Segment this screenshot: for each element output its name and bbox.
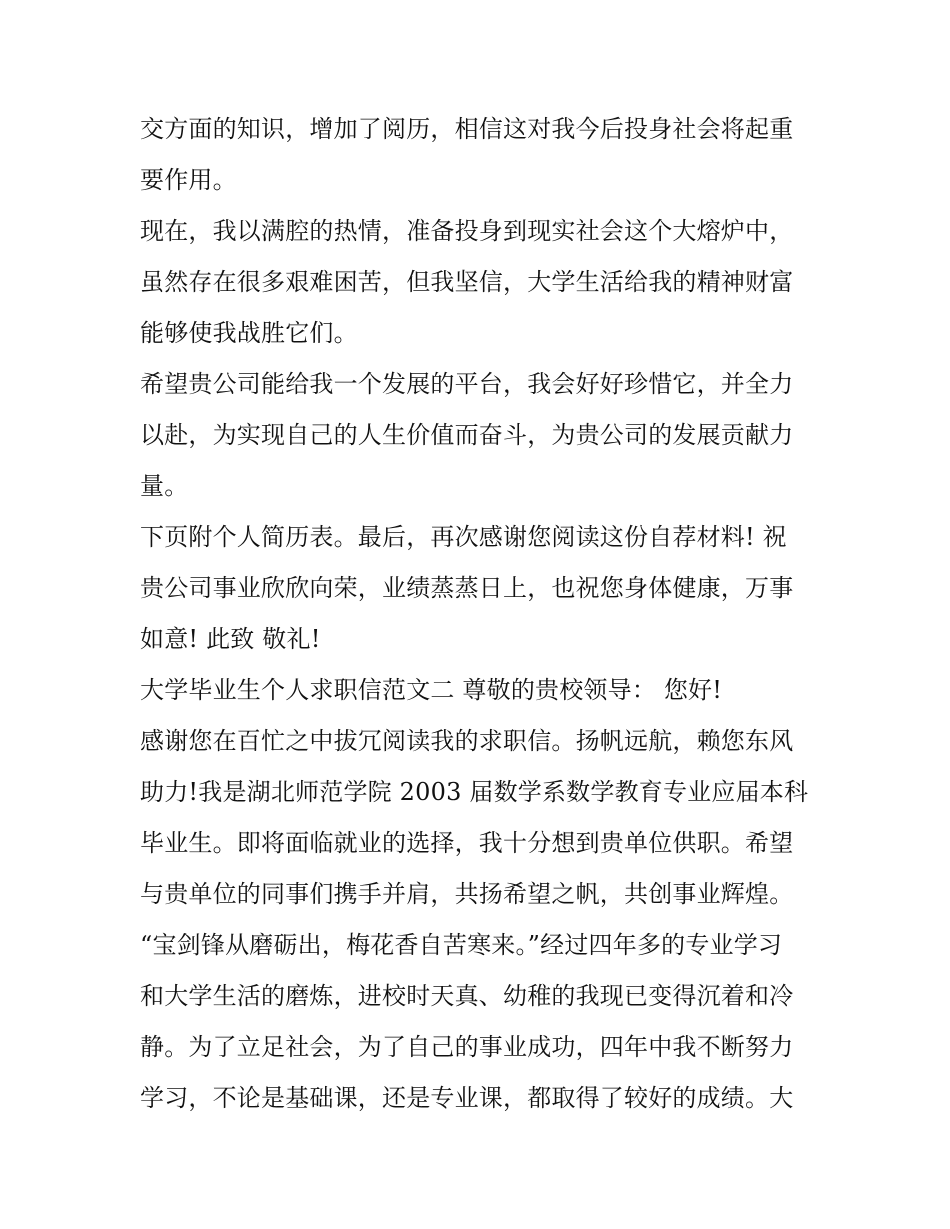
text-line: 与贵单位的同事们携手并肩，共扬希望之帆，共创事业辉煌。 <box>140 880 794 908</box>
text-line: 学习，不论是基础课，还是专业课，都取得了较好的成绩。大 <box>140 1084 794 1112</box>
document-body <box>140 104 820 1124</box>
text-line: 希望贵公司能给我一个发展的平台，我会好好珍惜它，并全力 <box>140 370 794 398</box>
text-line: 要作用。 <box>140 166 237 194</box>
text-line: 下页附个人简历表。最后，再次感谢您阅读这份自荐材料! 祝 <box>140 523 787 551</box>
text-line: 能够使我战胜它们。 <box>140 319 358 347</box>
text-line: 如意! 此致 敬礼! <box>140 625 321 653</box>
text-line: 和大学生活的磨炼，进校时天真、幼稚的我现已变得沉着和冷 <box>140 982 794 1010</box>
text-line: 毕业生。即将面临就业的选择，我十分想到贵单位供职。希望 <box>140 829 794 857</box>
text-line: 现在，我以满腔的热情，准备投身到现实社会这个大熔炉中， <box>140 217 794 245</box>
text-line: 交方面的知识，增加了阅历，相信这对我今后投身社会将起重 <box>140 115 794 143</box>
text-line: 虽然存在很多艰难困苦，但我坚信，大学生活给我的精神财富 <box>140 268 794 296</box>
text-line: 静。为了立足社会，为了自己的事业成功，四年中我不断努力 <box>140 1033 794 1061</box>
text-line: 量。 <box>140 472 189 500</box>
text-line: 以赴，为实现自己的人生价值而奋斗，为贵公司的发展贡献力 <box>140 421 794 449</box>
text-line: 贵公司事业欣欣向荣，业绩蒸蒸日上，也祝您身体健康，万事 <box>140 574 794 602</box>
text-line: 感谢您在百忙之中拔冗阅读我的求职信。扬帆远航，赖您东风 <box>140 727 794 755</box>
text-line: “宝剑锋从磨砺出，梅花香自苦寒来。”经过四年多的专业学习 <box>140 931 783 959</box>
text-line: 大学毕业生个人求职信范文二 尊敬的贵校领导： 您好! <box>140 676 723 704</box>
text-line: 助力!我是湖北师范学院 2003 届数学系数学教育专业应届本科 <box>140 778 809 806</box>
